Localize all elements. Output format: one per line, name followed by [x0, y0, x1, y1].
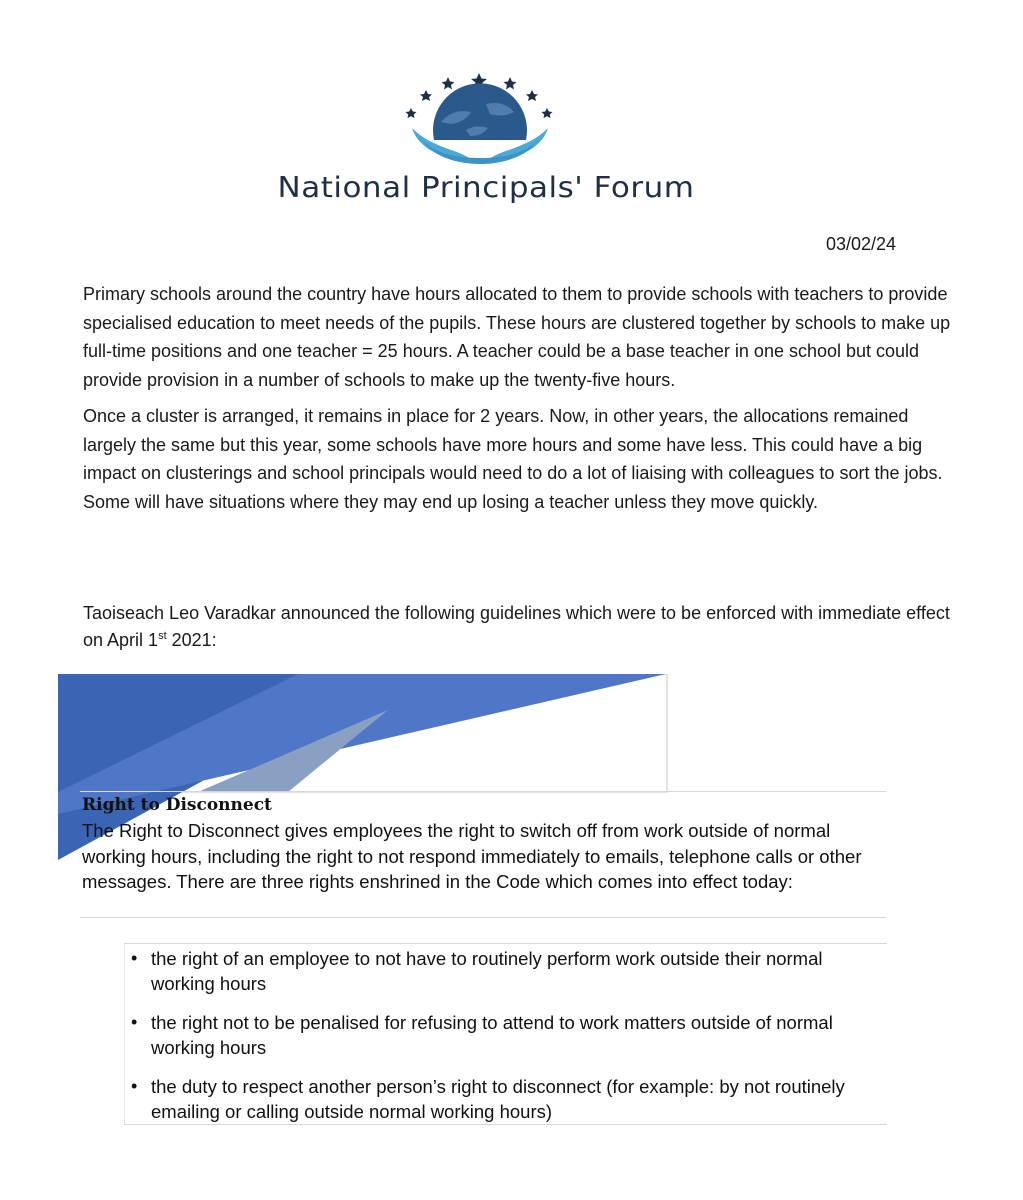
letter-date: 03/02/24 — [826, 234, 897, 254]
globe-in-hands-with-stars-icon — [236, 52, 736, 172]
bullet-icon: • — [131, 1012, 138, 1032]
list-item — [125, 1074, 885, 1124]
list-item — [125, 946, 885, 996]
list-item-text: the right of an employee to not have to routinely perform work outside their normal working hours — [151, 948, 823, 994]
paragraph-announcement — [83, 600, 963, 654]
section-body: The Right to Disconnect gives employees the right to switch off from work outside of normal working hours, including the right to not respond immediately to emails, telephone calls or other messages. There are three rights enshrined in the Code which comes into effect today: — [82, 820, 862, 892]
list-item — [125, 1010, 885, 1060]
ordinal-suffix: st — [158, 630, 167, 642]
paragraph-allocation: Primary schools around the country have hours allocated to them to provide schools with teachers to provide specialised education to meet needs of the pupils. These hours are clustered together by schools to make up full-time positions and one teacher = 25 hours. A teacher could be a base teacher in one school but could provide provision in a number of schools to make up the twenty-five hours. — [83, 284, 951, 390]
list-item-text: the duty to respect another person’s right to disconnect (for example: by not routinely emailing or calling outside normal working hours) — [151, 1076, 845, 1122]
section-heading: Right to Disconnect — [82, 795, 272, 815]
announcement-text: Taoiseach Leo Varadkar announced the following guidelines which were to be enforced with immediate effect on April 1 — [83, 603, 950, 650]
rights-section — [124, 943, 887, 1125]
announcement-date-tail: 2021: — [166, 630, 217, 650]
organisation-name: National Principals' Forum — [277, 171, 695, 205]
list-item-text: the right not to be penalised for refusing to attend to work matters outside of normal working hours — [151, 1012, 833, 1058]
rights-list — [125, 944, 885, 1124]
bullet-icon: • — [131, 1076, 138, 1096]
paragraph-clusters: Once a cluster is arranged, it remains in place for 2 years. Now, in other years, the allocations remained largely the same but this year, some schools have more hours and some have less. This could have a big impact on clusterings and school principals would need to do a lot of liaising with colleagues to sort the jobs. Some will have situations where they may end up losing a teacher unless they move quickly. — [83, 406, 943, 512]
organisation-logo — [236, 52, 736, 217]
bullet-icon: • — [131, 948, 138, 968]
right-to-disconnect-section — [80, 791, 886, 918]
